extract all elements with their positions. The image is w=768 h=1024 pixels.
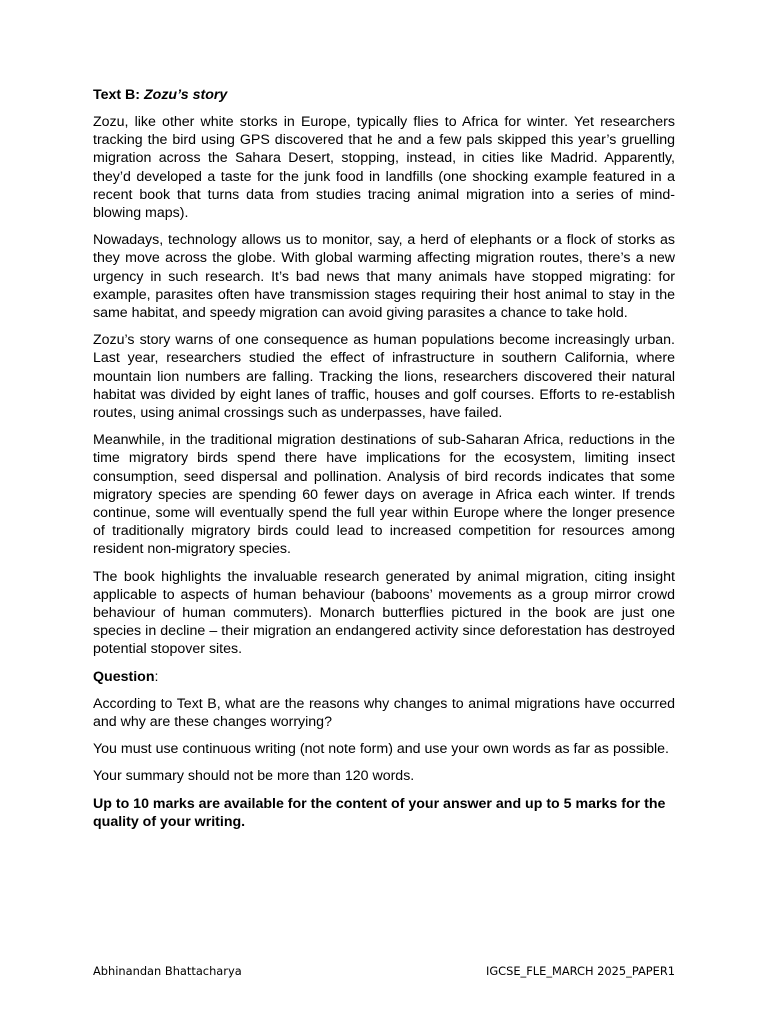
footer-paper-code: IGCSE_FLE_MARCH 2025_PAPER1 [485,964,675,978]
question-label [93,668,675,686]
question-label-colon: : [154,668,159,685]
text-heading [93,86,675,104]
paragraph-5: The book highlights the invaluable research generated by animal migration, citing insight applicable to aspects of human behaviour (baboons’ movements as a group mirror crowd behaviour of human commuters). Monarch butterflies pictured in the book are just one species in decline – their migration an endangered activity since deforestation has destroyed potential stopover sites. [93,568,675,658]
instruction-continuous-writing: You must use continuous writing (not note form) and use your own words as far as possible. [93,741,669,758]
footer-author: Abhinandan Bhattacharya [93,964,242,978]
heading-prefix: Text B: [93,87,144,103]
marks-note: Up to 10 marks are available for the content of your answer and up to 5 marks for the quality of your writing. [93,795,666,830]
instruction-word-limit: Your summary should not be more than 120 words. [93,768,415,785]
question-label-text: Question [93,668,155,685]
paragraph-2: Nowadays, technology allows us to monitor, say, a herd of elephants or a flock of storks as they move across the globe. With global warming affecting migration routes, there’s a new urgency in such research. It’s bad news that many animals have stopped migrating: for example, parasites often have transmission stages requiring their host animal to stay in the same habitat, and speedy migration can avoid giving parasites a chance to take hold. [93,232,675,322]
document-page [93,86,675,831]
page-footer [93,964,675,978]
paragraph-3: Zozu’s story warns of one consequence as human populations become increasingly urban. Last year, researchers studied the effect of infrastructure in southern California, where mountain lion numbers are falling. Tracking the lions, researchers discovered their natural habitat was divided by eight lanes of traffic, houses and golf courses. Efforts to re-establish routes, using animal crossings such as underpasses, have failed. [93,332,675,422]
question-prompt: According to Text B, what are the reasons why changes to animal migrations have occurred and why are these changes worrying? [93,695,675,730]
heading-title: Zozu’s story [143,87,228,103]
paragraph-1: Zozu, like other white storks in Europe, typically flies to Africa for winter. Yet researchers tracking the bird using GPS discovered that he and a few pals skipped this year’s gruelling migration across the Sahara Desert, stopping, instead, in cities like Madrid. Apparently, they’d developed a taste for the junk food in landfills (one shocking example featured in a recent book that turns data from studies tracing animal migration into a series of mind-blowing maps). [93,114,675,222]
paragraph-4: Meanwhile, in the traditional migration destinations of sub-Saharan Africa, reductions in the time migratory birds spend there have implications for the ecosystem, limiting insect consumption, seed dispersal and pollination. Analysis of bird records indicates that some migratory species are spending 60 fewer days on average in Africa each winter. If trends continue, some will eventually spend the full year within Europe where the longer presence of traditionally migratory birds could lead to increased competition for resources among resident non-migratory species. [93,432,675,558]
